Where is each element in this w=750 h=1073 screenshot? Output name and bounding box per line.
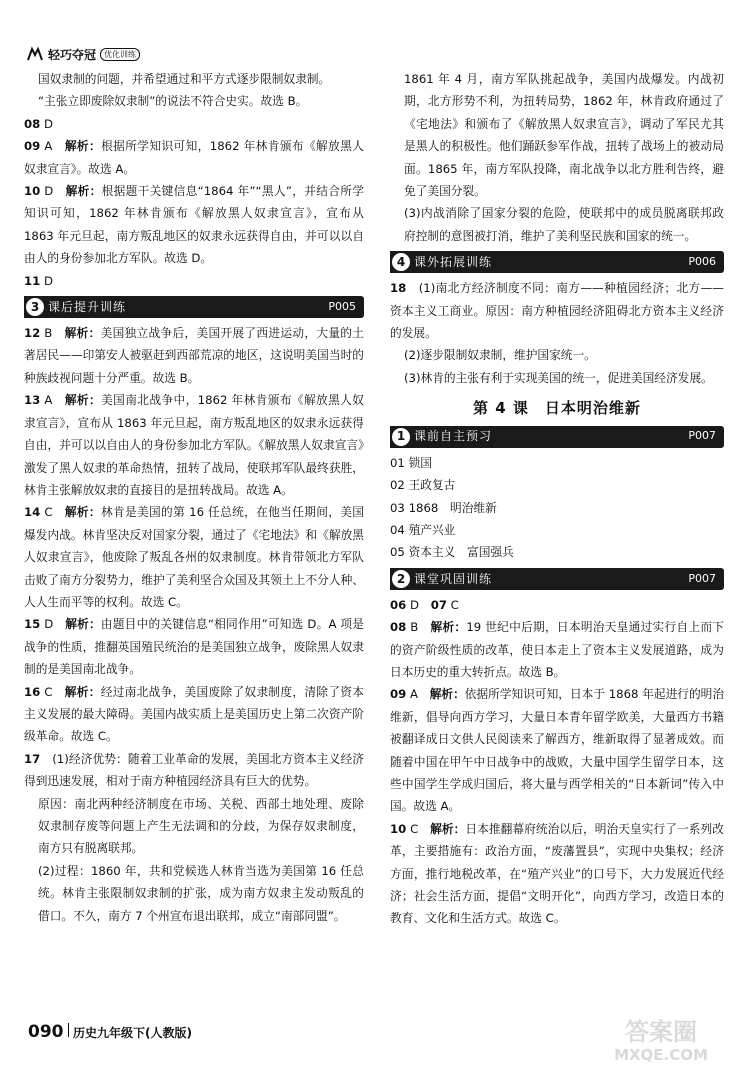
list-item xyxy=(390,497,724,519)
question-number: 09 xyxy=(24,139,41,154)
brand-badge: 优化训练 xyxy=(100,48,140,61)
answer-text: (1)经济优势：随着工业革命的发展，美国北方资本主义经济得到迅速发展，相对于南方种植园经济具有巨大的优势。 xyxy=(24,751,364,789)
section-number: 3 xyxy=(26,298,44,316)
analysis-label: 解析： xyxy=(430,821,466,836)
watermark-logo xyxy=(586,1014,736,1066)
answer-paragraph: (2)逐步限制奴隶制，维护国家统一。 xyxy=(404,348,596,363)
answer-item xyxy=(24,113,364,135)
answer-letter: A xyxy=(44,393,53,408)
analysis-text: 由题目中的关键信息“相同作用”可知选 D。A 项是战争的性质，推翻英国殖民统治的是美国独立战争，废除黑人奴隶制的是美国南北战争。 xyxy=(24,617,364,677)
item-text: 锁国 xyxy=(408,455,432,470)
answer-item xyxy=(390,594,724,616)
answer-item xyxy=(24,613,364,680)
answer-item xyxy=(24,681,364,748)
analysis-text: 美国独立战争后，美国开展了西进运动，大量的土著居民——印第安人被驱赶到西部荒凉的地区，这说明美国当时的种族歧视问题十分严重。故选 B。 xyxy=(24,326,364,385)
answer-item xyxy=(24,748,364,793)
analysis-label: 解析： xyxy=(64,684,101,699)
analysis-label: 解析： xyxy=(65,617,101,632)
question-number: 16 xyxy=(24,684,41,699)
page-number: 090 xyxy=(28,1022,64,1042)
item-text: 王政复古 xyxy=(408,478,456,493)
section-header-after-class xyxy=(24,296,364,318)
analysis-text: 依据所学知识可知，日本于 1868 年起进行的明治维新，倡导向西方学习，大量日本青年留学欧美，大量西方书籍被翻译成日文供人民阅读来了解西方，维新取得了显著成效。而随着中国在甲午中日战争中的战败，大量中国学生留学日本，这些中国学生学成归国后，将大量与西学相关的“日本新词”传入中国。故选 A。 xyxy=(390,687,725,814)
lesson-title: 第 4 课 日本明治维新 xyxy=(473,399,641,418)
item-text: 殖产兴业 xyxy=(408,522,456,537)
question-number: 11 xyxy=(24,273,41,288)
item-number: 01 xyxy=(390,455,405,470)
list-item xyxy=(390,474,724,496)
question-number: 06 xyxy=(390,597,407,612)
question-number: 08 xyxy=(24,116,41,131)
continued-text: 1861 年 4 月，南方军队挑起战争，美国内战爆发。内战初期，北方形势不利，为扭转局势，1862 年，林肯政府通过了《宅地法》和颁布了《解放黑人奴隶宣言》，调动了军民尤其是黑人的积极性。他们踊跃参军作战，扭转了战场上的被动局面。1865 年，南方军队投降，南北战争以北方胜利告终，避免了美国分裂。 xyxy=(404,72,724,199)
answer-paragraph: 原因：南北两种经济制度在市场、关税、西部土地处理、废除奴隶制存废等问题上产生无法调和的分歧，为保存奴隶制度，南方只有脱离联邦。 xyxy=(38,796,364,856)
item-text: 1868 明治维新 xyxy=(408,500,497,515)
analysis-text: 日本推翻幕府统治以后，明治天皇实行了一系列改革，主要措施有：政治方面，“废藩置县”，实现中央集权；经济方面，推行地税改革，在“殖产兴业”的口号下，大力发展近代经济；社会生活方面，提倡“文明开化”，向西方学习，改造日本的教育、文化和生活方式。故选 C。 xyxy=(390,821,724,926)
item-text: 资本主义 富国强兵 xyxy=(408,545,514,560)
analysis-text: 美国南北战争中，1862 年林肯颁布《解放黑人奴隶宣言》，宣布从 1863 年元旦起，南方叛乱地区的奴隶永远获得自由，并可以以自由人的身份参加北方军队。《解放黑人奴隶宣言》激发了黑人奴隶的革命热情，扭转了战局，使联邦军队最终获胜，林肯主张解放奴隶的直接目的是扭转战局。故选 A。 xyxy=(24,393,364,497)
answer-letter: A xyxy=(409,687,418,702)
answer-item xyxy=(24,270,364,292)
analysis-label: 解析： xyxy=(64,326,101,341)
section-header-classroom xyxy=(390,568,724,590)
section-header-preview xyxy=(390,426,724,448)
answer-item xyxy=(390,616,724,683)
section-page: P005 xyxy=(328,299,356,313)
item-number: 03 xyxy=(390,500,405,515)
analysis-text: 19 世纪中后期，日本明治天皇通过实行自上而下的资产阶级性质的改革，使日本走上了资本主义发展道路，成为日本历史的重大转折点。故选 B。 xyxy=(390,620,724,679)
question-number: 12 xyxy=(24,326,41,341)
answer-letter: C xyxy=(44,505,53,520)
left-column xyxy=(24,68,364,927)
analysis-text: 根据题干关键信息“1864 年”“黑人”，并结合所学知识可知，1862 年林肯颁布《解放黑人奴隶宣言》，宣布从 1863 年元旦起，南方叛乱地区的奴隶永远获得自由，并可以以自由人的身份参加北方军队。故选 D。 xyxy=(24,184,364,266)
section-number: 4 xyxy=(392,253,410,271)
answer-letter: D xyxy=(43,116,53,131)
section-title: 课外拓展训练 xyxy=(414,255,493,270)
answer-item xyxy=(24,389,364,501)
question-number: 15 xyxy=(24,617,41,632)
question-number: 08 xyxy=(390,620,407,635)
answer-item xyxy=(390,818,724,930)
answer-letter: C xyxy=(44,684,53,699)
answer-item xyxy=(390,683,724,817)
answer-letter: D xyxy=(409,597,419,612)
answer-item xyxy=(390,277,724,344)
answer-item xyxy=(24,135,364,180)
question-number: 14 xyxy=(24,505,41,520)
answer-letter: C xyxy=(450,597,459,612)
question-number: 09 xyxy=(390,687,407,702)
page-footer xyxy=(28,1022,192,1042)
analysis-label: 解析： xyxy=(429,687,465,702)
section-title: 课堂巩固训练 xyxy=(414,571,493,586)
svg-text:答案圈: 答案圈 xyxy=(625,1018,697,1046)
answer-letter: B xyxy=(410,620,419,635)
answer-letter: C xyxy=(410,821,419,836)
answer-letter: A xyxy=(44,139,53,154)
answer-text: (1)南北方经济制度不同：南方——种植园经济；北方——资本主义工商业。原因：南方种植园经济阻碍北方资本主义经济的发展。 xyxy=(390,281,724,341)
answer-paragraph: (2)过程：1860 年，共和党候选人林肯当选为美国第 16 任总统。林肯主张限制奴隶制的扩张，成为南方奴隶主发动叛乱的借口。不久，南方 7 个州宣布退出联邦，成立“南部同盟”。 xyxy=(38,863,364,923)
list-item xyxy=(390,541,724,563)
section-title: 课前自主预习 xyxy=(414,429,493,444)
section-page: P007 xyxy=(688,429,716,443)
answer-item xyxy=(24,501,364,613)
analysis-label: 解析： xyxy=(64,505,101,520)
continued-text: 国奴隶制的问题，并希望通过和平方式逐步限制奴隶制。 xyxy=(38,72,331,86)
right-column xyxy=(390,68,724,930)
answer-letter: B xyxy=(44,326,53,341)
answer-item xyxy=(24,322,364,389)
answer-item xyxy=(24,180,364,270)
analysis-text: 经过南北战争，美国废除了奴隶制度，清除了资本主义发展的最大障碍。美国内战实质上是美国历史上第二次资产阶级革命。故选 C。 xyxy=(24,684,364,744)
list-item xyxy=(390,519,724,541)
question-number: 17 xyxy=(24,751,41,766)
analysis-text: 林肯是美国的第 16 任总统，在他当任期间，美国爆发内战。林肯坚决反对国家分裂，通过了《宅地法》和《解放黑人奴隶宣言》，他废除了叛乱各州的奴隶制度。林肯带领北方军队击败了南方分裂势力，维护了美利坚合众国及其领土上不分人种、人人生而平等的权利。故选 C。 xyxy=(24,505,364,609)
question-number: 07 xyxy=(430,597,447,612)
brand-logo xyxy=(26,44,140,64)
footer-divider xyxy=(68,1023,70,1037)
section-page: P006 xyxy=(688,255,716,269)
analysis-label: 解析： xyxy=(64,139,102,154)
section-header-extension xyxy=(390,251,724,273)
answer-paragraph: (3)林肯的主张有利于实现美国的统一，促进美国经济发展。 xyxy=(404,370,713,385)
answer-letter: D xyxy=(44,617,54,632)
section-title: 课后提升训练 xyxy=(48,299,127,314)
analysis-label: 解析： xyxy=(430,620,467,635)
answer-letter: D xyxy=(43,273,53,288)
answer-letter: D xyxy=(44,184,54,199)
book-title: 历史九年级下(人教版) xyxy=(73,1026,192,1040)
analysis-label: 解析： xyxy=(64,393,102,408)
continued-text: (3)内战消除了国家分裂的危险，使联邦中的成员脱离联邦政府控制的意图被打消，维护了美利坚民族和国家的统一。 xyxy=(404,206,724,243)
brand-name: 轻巧夺冠 xyxy=(48,47,97,62)
item-number: 05 xyxy=(390,545,405,560)
analysis-text: 根据所学知识可知，1862 年林肯颁布《解放黑人奴隶宣言》。故选 A。 xyxy=(24,139,364,176)
item-number: 04 xyxy=(390,522,405,537)
list-item xyxy=(390,452,724,474)
continued-text: “主张立即废除奴隶制”的说法不符合史实。故选 B。 xyxy=(38,94,308,109)
question-number: 18 xyxy=(390,281,407,296)
section-number: 1 xyxy=(392,428,410,446)
svg-text:MXQE.COM: MXQE.COM xyxy=(614,1046,708,1064)
brand-emblem-icon xyxy=(26,46,44,62)
analysis-label: 解析： xyxy=(65,184,102,199)
question-number: 13 xyxy=(24,393,41,408)
question-number: 10 xyxy=(390,821,407,836)
question-number: 10 xyxy=(24,184,41,199)
item-number: 02 xyxy=(390,478,405,493)
section-number: 2 xyxy=(392,570,410,588)
section-page: P007 xyxy=(688,571,716,585)
